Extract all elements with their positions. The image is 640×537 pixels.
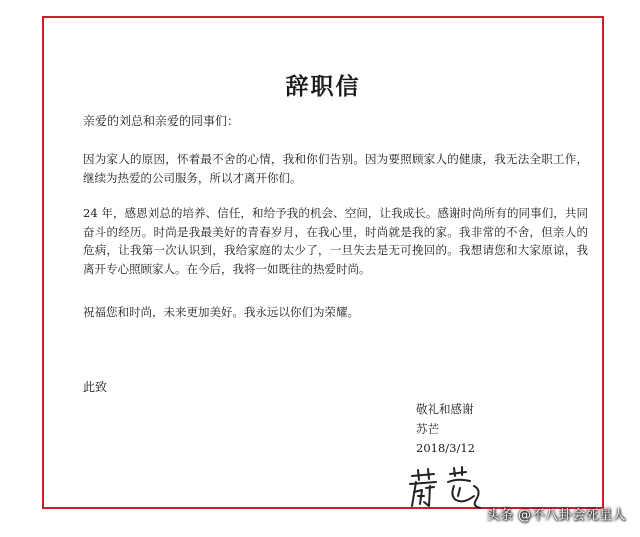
- salutation: 亲爱的刘总和亲爱的同事们：: [83, 114, 240, 128]
- sign-block: [416, 400, 475, 459]
- watermark: 头条 @不八卦会死星人: [486, 508, 626, 523]
- paragraph-3: 祝福您和时尚，未来更加美好。我永远以你们为荣耀。: [83, 305, 359, 319]
- sender-name: 苏芒: [416, 421, 439, 436]
- handwritten-signature: [404, 466, 494, 512]
- closing: 此致: [83, 380, 108, 394]
- letter-frame: [42, 16, 604, 509]
- paragraph-2: 24 年，感恩刘总的培养、信任，和给予我的机会、空间，让我成长。感谢时尚所有的同事们，共同奋斗的经历。时尚是我最美好的青春岁月，在我心里，时尚就是我的家。我非常的不舍，但亲人的危病，让我第一次认识到，我给家庭的太少了，一旦失去是无可挽回的。我想请您和大家原谅，我离开专心照顾家人。在今后，我将一如既往的热爱时尚。: [83, 206, 588, 276]
- letter-date: 2018/3/12: [416, 441, 475, 455]
- paragraph-1: 因为家人的原因，怀着最不舍的心情，我和你们告别。因为要照顾家人的健康，我无法全职工作，继续为热爱的公司服务，所以才离开你们。: [83, 152, 588, 185]
- regards-line: 敬礼和感谢: [416, 402, 474, 416]
- letter-title: 辞职信: [285, 73, 361, 100]
